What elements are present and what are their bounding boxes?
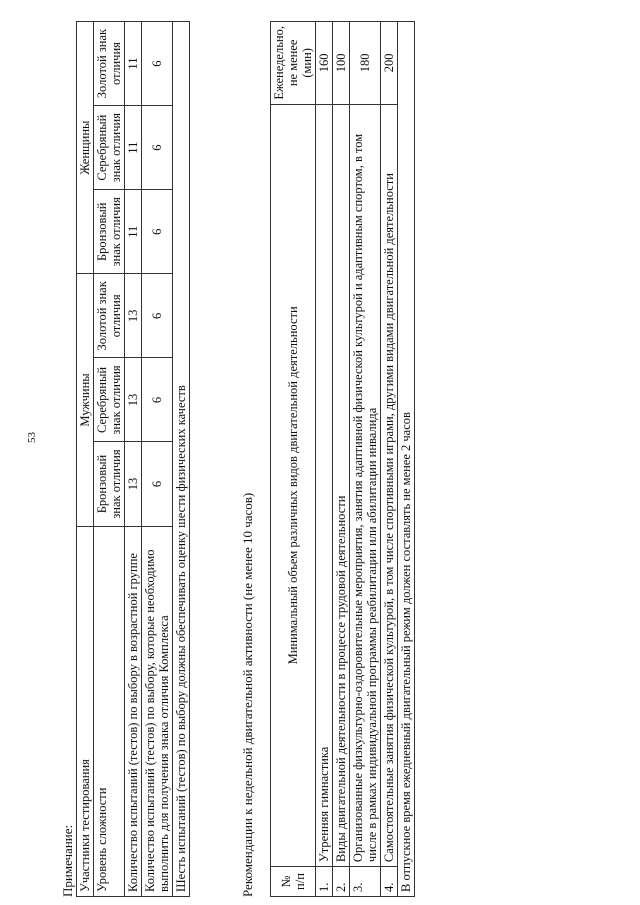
row-text: Самостоятельные занятия физической культурой, в том числе спортивными играми, другими видами двигательной деятельности xyxy=(381,104,398,866)
table-row xyxy=(142,22,173,897)
table-row xyxy=(316,22,333,897)
activity-table xyxy=(270,21,415,897)
row-text: Утренняя гимнастика xyxy=(316,104,333,866)
row-text: Организованные физкультурно-оздоровительные мероприятия, занятия адаптивной физической культурой и адаптивным спортом, в том числе в рамках индивидуальной программы реабилитации или абилитации инвалида xyxy=(350,104,381,866)
men-header: Мужчины xyxy=(77,274,94,526)
row-num: 1. xyxy=(316,867,333,897)
table-row xyxy=(94,22,125,897)
row-text: Виды двигательной деятельности в процессе трудовой деятельности xyxy=(333,104,350,866)
row-label: Количество испытаний (тестов) по выбору, которые необходимо выполнить для получения знака отличия Комплекса xyxy=(142,526,173,896)
level-header: Уровень сложности xyxy=(94,526,125,896)
badge-header: Серебряный знак отличия xyxy=(94,358,125,442)
table-row xyxy=(398,22,415,897)
badge-header: Золотой знак отличия xyxy=(94,22,125,106)
table-footer: В отпускное время ежедневный двигательный режим должен составлять не менее 2 часов xyxy=(398,22,415,897)
cell-value: 11 xyxy=(125,22,142,106)
table-row xyxy=(77,22,94,897)
note-label: Примечание: xyxy=(60,824,75,897)
row-num: 2. xyxy=(333,867,350,897)
recommendations-title: Рекомендации к недельной двигательной активности (не менее 10 часов) xyxy=(240,492,255,897)
cell-value: 13 xyxy=(125,274,142,358)
page-number: 53 xyxy=(26,432,38,443)
badge-header: Серебряный знак отличия xyxy=(94,106,125,190)
cell-value: 6 xyxy=(142,22,173,106)
women-header: Женщины xyxy=(77,22,94,274)
table-row xyxy=(350,22,381,897)
table-row xyxy=(173,22,190,897)
cell-value: 6 xyxy=(142,106,173,190)
table-row xyxy=(381,22,398,897)
table-row xyxy=(271,22,316,897)
row-value: 100 xyxy=(333,22,350,105)
badge-requirements-table xyxy=(76,21,190,897)
cell-value: 6 xyxy=(142,442,173,526)
participants-header: Участники тестирования xyxy=(77,526,94,896)
cell-value: 13 xyxy=(125,358,142,442)
row-label: Количество испытаний (тестов) по выбору в возрастной группе xyxy=(125,526,142,896)
row-value: 200 xyxy=(381,22,398,105)
table-row xyxy=(333,22,350,897)
badge-header: Золотой знак отличия xyxy=(94,274,125,358)
badge-header: Бронзовый знак отличия xyxy=(94,442,125,526)
row-value: 180 xyxy=(350,22,381,105)
cell-value: 6 xyxy=(142,358,173,442)
cell-value: 13 xyxy=(125,442,142,526)
cell-value: 6 xyxy=(142,274,173,358)
table-row xyxy=(125,22,142,897)
col-activity-header: Минимальный объем различных видов двигательной деятельности xyxy=(271,104,316,866)
row-num: 4. xyxy=(381,867,398,897)
badge-header: Бронзовый знак отличия xyxy=(94,190,125,274)
col-num-header: № п/п xyxy=(271,867,316,897)
col-weekly-header: Еженедельно, не менее (мин) xyxy=(271,22,316,105)
table-footer: Шесть испытаний (тестов) по выбору должны обеспечивать оценку шести физических качеств xyxy=(173,22,190,897)
row-num: 3. xyxy=(350,867,381,897)
row-value: 160 xyxy=(316,22,333,105)
cell-value: 6 xyxy=(142,190,173,274)
cell-value: 11 xyxy=(125,190,142,274)
cell-value: 11 xyxy=(125,106,142,190)
